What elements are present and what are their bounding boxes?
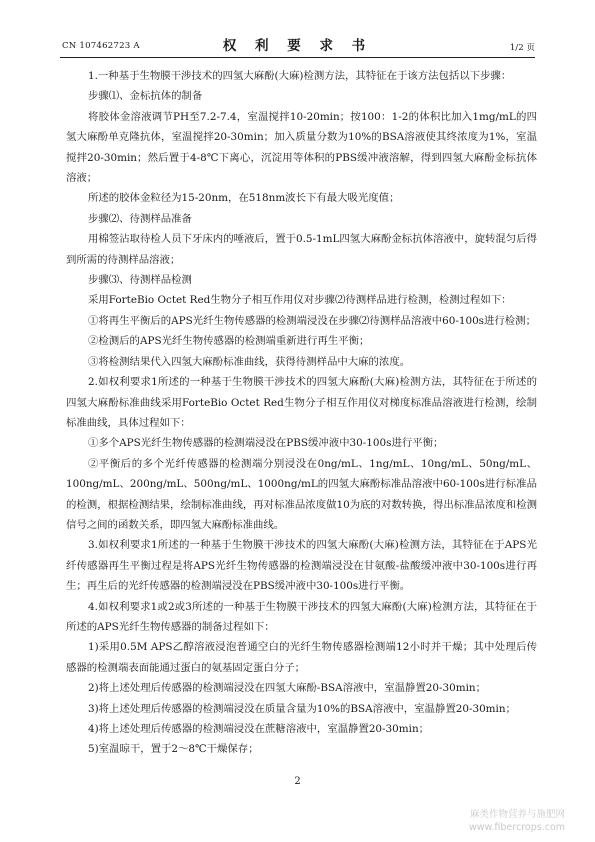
claim-paragraph: 采用ForteBio Octet Red生物分子相互作用仪对步骤⑵待测样品进行检测，检测过程如下： — [88, 294, 512, 307]
watermark-site-name: 麻类作物营养与施肥网 — [469, 809, 565, 820]
document-title: 权 利 要 求 书 — [222, 38, 373, 54]
claim-paragraph: 4.如权利要求1或2或3所述的一种基于生物膜干涉技术的四氢大麻酚(大麻)检测方法，其特征在于所述的APS光纤生物传感器的制备过程如下： — [66, 600, 537, 633]
claim-paragraph: 步骤⑴、金标抗体的制备 — [88, 90, 203, 103]
claim-paragraph: 步骤⑵、待测样品准备 — [88, 212, 192, 225]
claim-paragraph: 将胶体金溶液调节PH至7.2-7.4，室温搅拌10-20min；按100：1-2的体积比加入1mg/mL的四氢大麻酚单克隆抗体，室温搅拌20-30min；加入质量分数为10%的BSA溶液使其终浓度为1%，室温搅拌20-30min；然后置于4-8℃下离心，沉淀用等体积的PBS缓冲液溶解，得到四氢大麻酚金标抗体溶液； — [66, 110, 537, 185]
claim-paragraph: 4)将上述处理后传感器的检测端浸没在蔗糖溶液中，室温静置20-30min； — [88, 723, 430, 735]
watermark — [469, 808, 565, 834]
claim-paragraph: 1.一种基于生物膜干涉技术的四氢大麻酚(大麻)检测方法，其特征在于该方法包括以下步骤： — [88, 70, 512, 82]
claim-paragraph: 2.如权利要求1所述的一种基于生物膜干涉技术的四氢大麻酚(大麻)检测方法，其特征在于所述的四氢大麻酚标准曲线采用ForteBio Octet Red生物分子相互作用仪对梯度标准品溶液进行检测，绘制标准曲线，具体过程如下： — [66, 376, 537, 429]
claim-paragraph: 用棉签沾取待检人员下牙床内的唾液后，置于0.5-1mL四氢大麻酚金标抗体溶液中，旋转混匀后得到所需的待测样品溶液； — [66, 233, 537, 266]
claim-paragraph: 步骤⑶、待测样品检测 — [88, 274, 192, 287]
claim-paragraph: ②平衡后的多个光纤传感器的检测端分别浸没在0ng/mL、1ng/mL、10ng/mL、50ng/mL、100ng/mL、200ng/mL、500ng/mL、1000ng/mL的四氢大麻酚标准品溶液中60-100s进行标准品的检测，根据检测结果，绘制标准曲线，再对标准品浓度做10为底的对数转换，得出标准品浓度和检测信号之间的函数关系，即四氢大麻酚标准曲线。 — [66, 457, 537, 531]
patent-number: CN 107462723 A — [62, 41, 140, 51]
claim-paragraph: 3.如权利要求1所述的一种基于生物膜干涉技术的四氢大麻酚(大麻)检测方法，其特征在于APS光纤传感器再生平衡过程是将APS光纤生物传感器的检测端浸没在甘氨酸-盐酸缓冲液中30-100s进行再生；再生后的光纤传感器的检测端浸没在PBS缓冲液中30-100s进行平衡。 — [66, 539, 537, 593]
claim-paragraph: ③将检测结果代入四氢大麻酚标准曲线，获得待测样品中大麻的浓度。 — [88, 355, 411, 368]
claim-paragraph: 所述的胶体金粒径为15-20nm，在518nm波长下有最大吸光度值； — [88, 192, 400, 205]
claim-paragraph: 1)采用0.5M APS乙醇溶液浸泡普通空白的光纤生物传感器检测端12小时并干燥；其中处理后传感器的检测端表面能通过蛋白的氨基固定蛋白分子； — [66, 641, 537, 674]
page-indicator: 1/2 页 — [509, 43, 535, 53]
page-number: 2 — [294, 776, 301, 787]
header-rule — [60, 57, 535, 58]
claim-paragraph: ①多个APS光纤生物传感器的检测端浸没在PBS缓冲液中30-100s进行平衡； — [88, 437, 444, 450]
claim-paragraph: ②检测后的APS光纤生物传感器的检测端重新进行再生平衡； — [88, 335, 370, 348]
claims-body — [66, 66, 537, 760]
claim-paragraph: ①将再生平衡后的APS光纤生物传感器的检测端浸没在步骤⑵待测样品溶液中60-100s进行检测； — [88, 314, 536, 327]
claim-paragraph: 5)室温晾干，置于2～8℃干燥保存； — [88, 743, 259, 756]
claim-paragraph: 3)将上述处理后传感器的检测端浸没在质量含量为10%的BSA溶液中，室温静置20-30min； — [88, 702, 516, 715]
watermark-url: www.fibercrops.com — [468, 822, 565, 833]
claim-paragraph: 2)将上述处理后传感器的检测端浸没在四氢大麻酚-BSA溶液中，室温静置20-30min； — [88, 682, 486, 695]
